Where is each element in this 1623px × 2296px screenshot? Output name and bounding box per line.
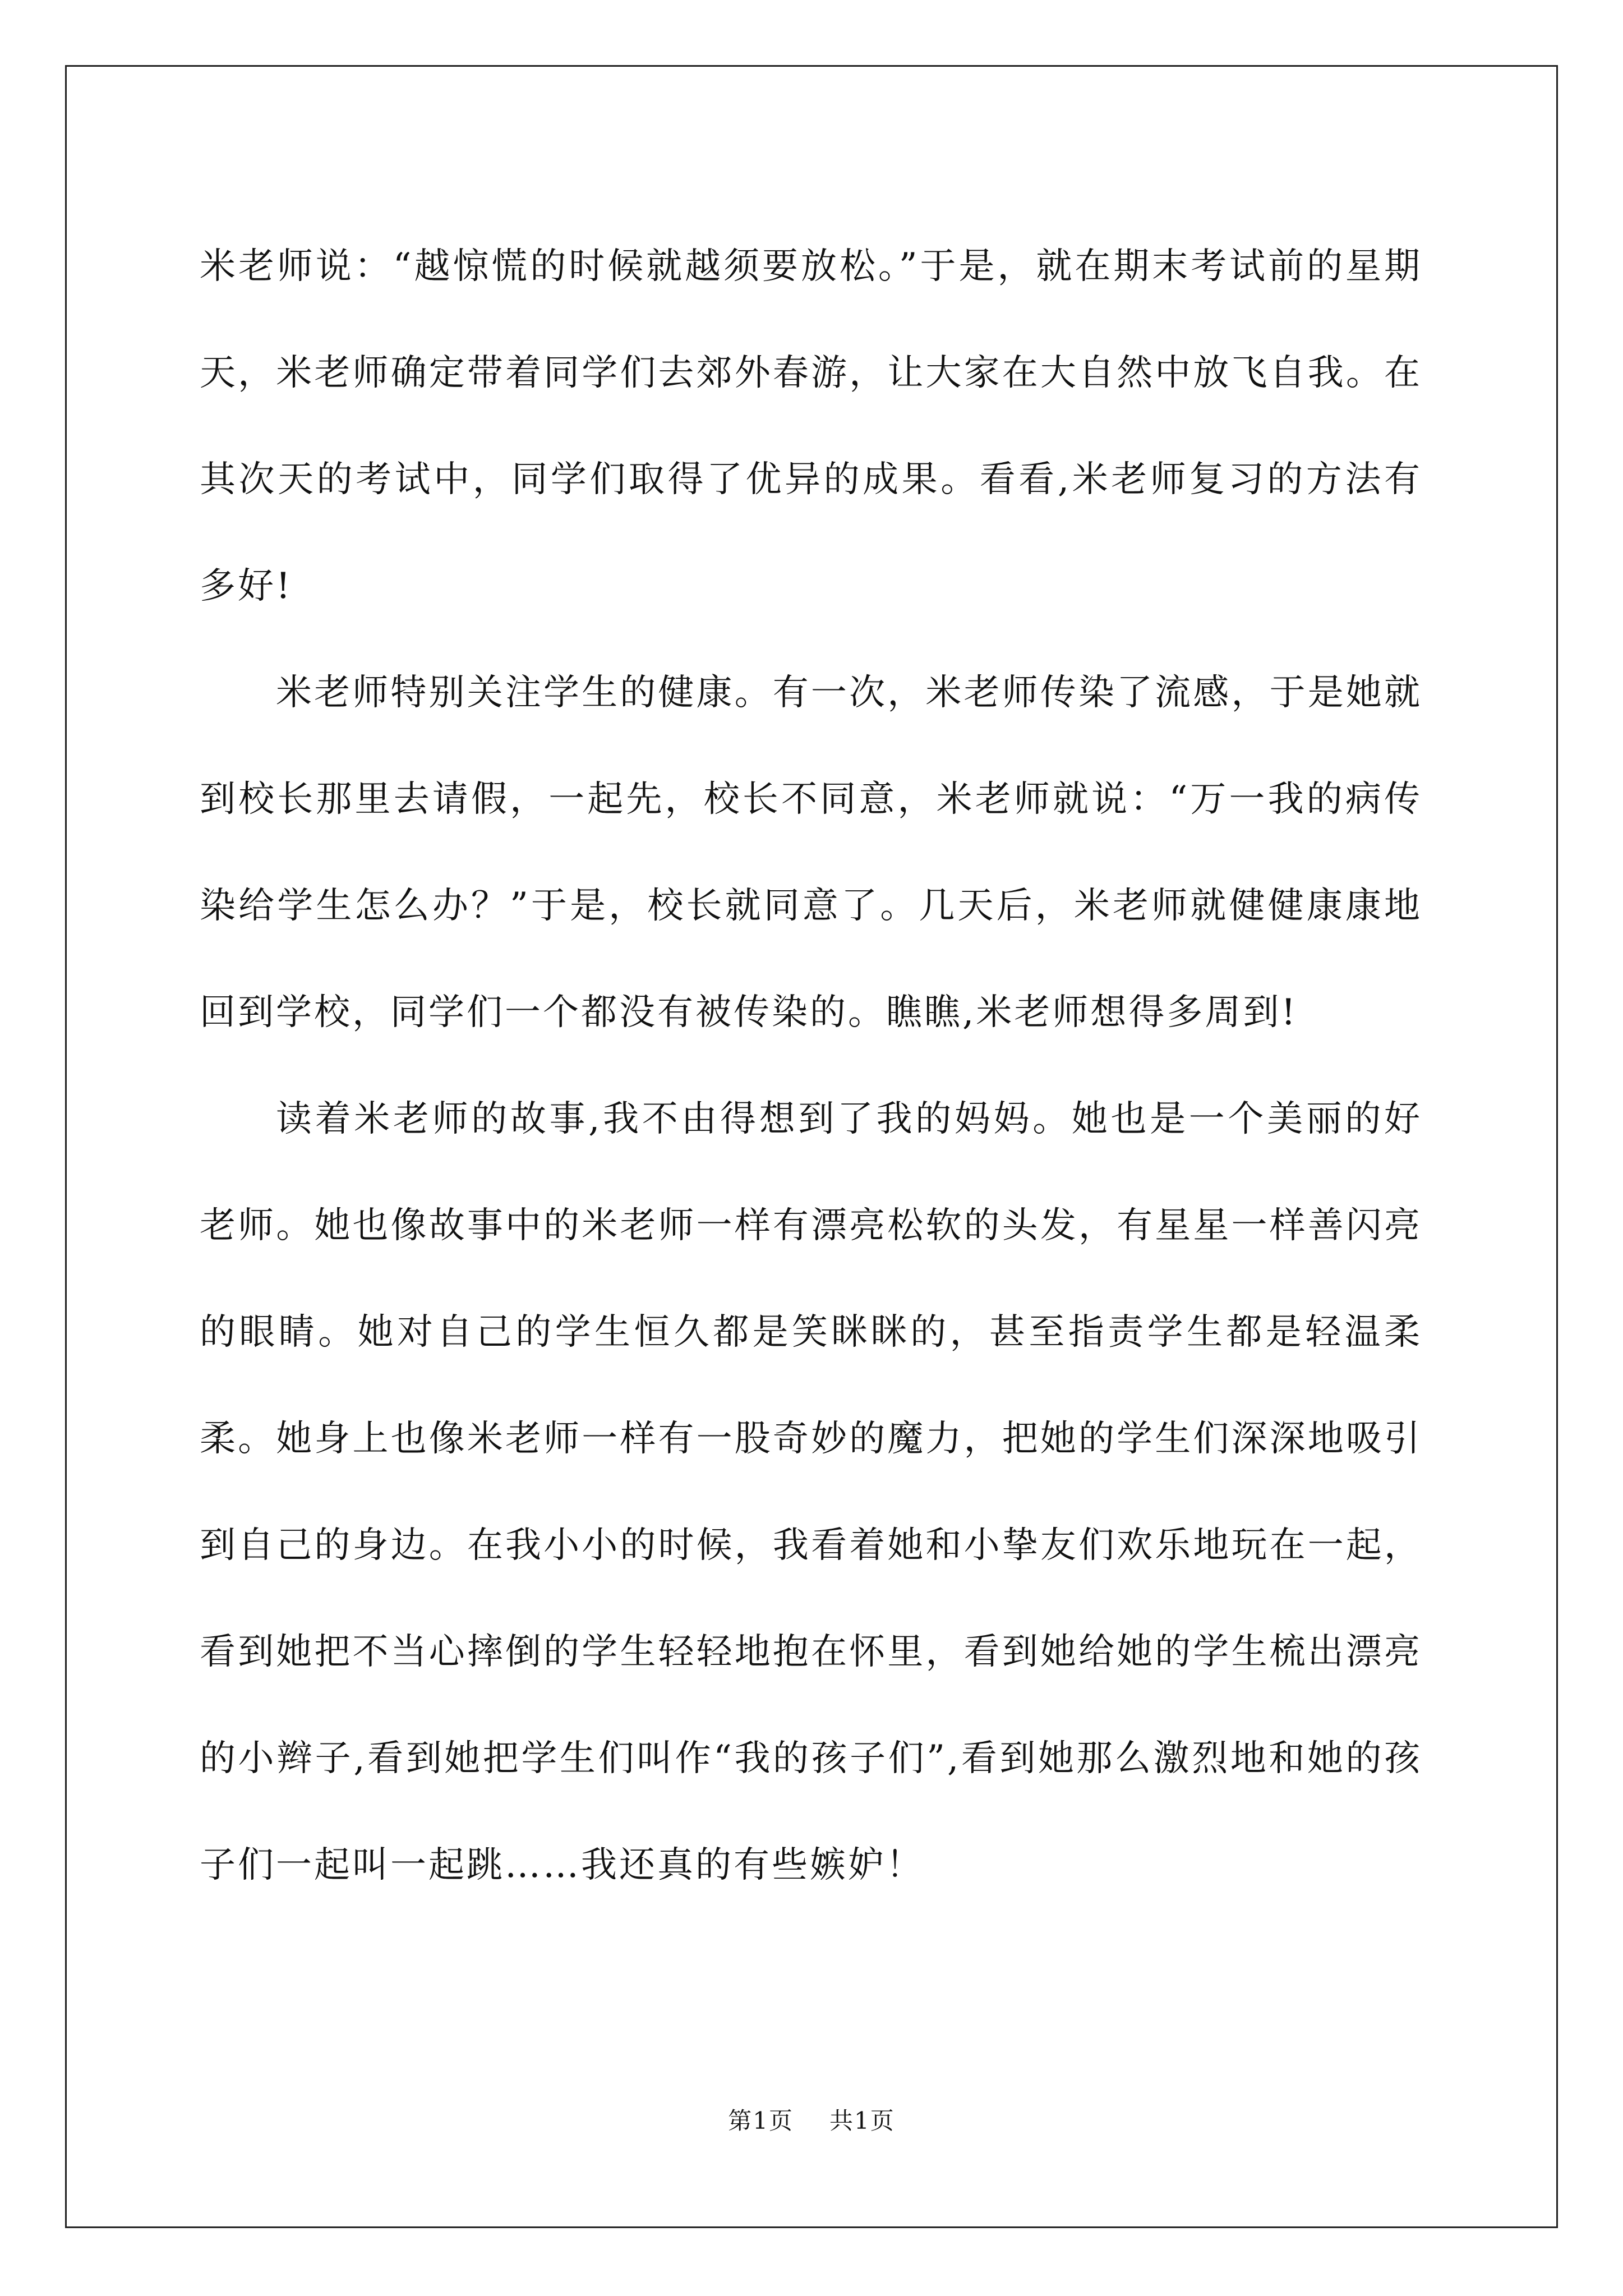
document-body xyxy=(200,213,1422,1918)
page-footer xyxy=(0,2102,1623,2136)
page-total: 共1页 xyxy=(829,2107,895,2134)
paragraph-1: 米老师说：“越惊慌的时候就越须要放松。”于是，就在期末考试前的星期天，米老师确定带着同学们去郊外春游，让大家在大自然中放飞自我。在其次天的考试中，同学们取得了优异的成果。看看,米老师复习的方法有多好! xyxy=(200,246,1422,607)
paragraph-3: 读着米老师的故事,我不由得想到了我的妈妈。她也是一个美丽的好老师。她也像故事中的米老师一样有漂亮松软的头发，有星星一样善闪亮的眼睛。她对自己的学生恒久都是笑眯眯的，甚至指责学生都是轻温柔柔。她身上也像米老师一样有一股奇妙的魔力，把她的学生们深深地吸引到自己的身边。在我小小的时候，我看着她和小挚友们欢乐地玩在一起，看到她把不当心摔倒的学生轻轻地抱在怀里，看到她给她的学生梳出漂亮的小辫子,看到她把学生们叫作“我的孩子们”,看到她那么激烈地和她的孩子们一起叫一起跳……我还真的有些嫉妒！ xyxy=(200,1098,1422,1886)
page-number: 第1页 xyxy=(728,2107,794,2134)
paragraph-2: 米老师特别关注学生的健康。有一次，米老师传染了流感，于是她就到校长那里去请假，一起先，校长不同意，米老师就说：“万一我的病传染给学生怎么办？”于是，校长就同意了。几天后，米老师就健健康康地回到学校，同学们一个都没有被传染的。瞧瞧,米老师想得多周到! xyxy=(200,672,1422,1033)
